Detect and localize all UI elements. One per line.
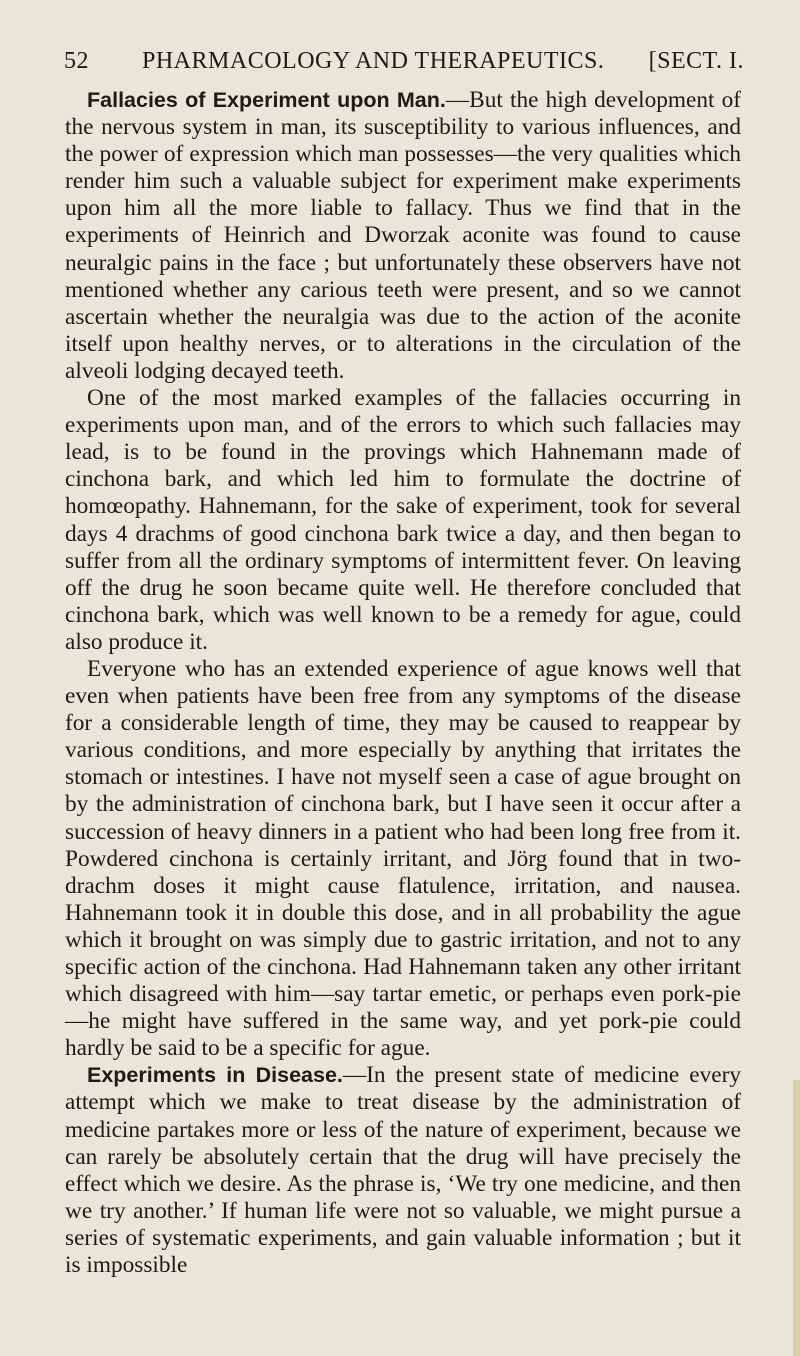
- page-edge-shadow: [793, 1080, 800, 1356]
- page-header: [64, 48, 744, 78]
- page-number: 52: [64, 48, 89, 74]
- paragraph-ague-experience: Everyone who has an extended experience of ague knows well that even when patients have been free from any symptoms of the disease for a considerable length of time, they may be caused to reappear by various conditions, and more especially by anything that irritates the stomach or intestines. I have not myself seen a case of ague brought on by the administration of cinchona bark, but I have seen it occur after a succession of heavy dinners in a patient who had been long free from it. Powdered cinchona is certainly irritant, and Jörg found that in two-drachm doses it might cause flatulence, irritation, and nausea. Hahnemann took it in double this dose, and in all probability the ague which it brought on was simply due to gastric irritation, and not to any specific action of the cinchona. Had Hahnemann taken any other irritant which disagreed with him—say tartar emetic, or perhaps even pork-pie—he might have suffered in the same way, and yet pork-pie could hardly be said to be a specific for ague.: [65, 655, 741, 1062]
- paragraph-text: —In the present state of medicine every attempt which we make to treat disease by the administration of medicine partakes more or less of the nature of experiment, because we can rarely be absolutely certain that the drug will have precisely the effect which we desire. As the phrase is, ‘We try one medicine, and then we try another.’ If human life were not so valuable, we might pursue a series of systematic experiments, and gain valuable information ; but it is impossible: [65, 1062, 741, 1279]
- running-title: PHARMACOLOGY AND THERAPEUTICS.: [142, 48, 605, 74]
- section-heading-fallacies: Fallacies of Experiment upon Man.: [87, 88, 446, 112]
- paragraph-experiments-in-disease: [65, 1062, 741, 1279]
- paragraph-hahnemann-provings: One of the most marked examples of the fallacies occurring in experiments upon man, and of the errors to which such fallacies may lead, is to be found in the provings which Hahnemann made of cinchona bark, and which led him to formulate the doctrine of homœopathy. Hahnemann, for the sake of experiment, took for several days 4 drachms of good cinchona bark twice a day, and then began to suffer from all the ordinary symptoms of intermittent fever. On leaving off the drug he soon became quite well. He therefore concluded that cinchona bark, which was well known to be a remedy for ague, could also produce it.: [65, 385, 741, 655]
- section-reference: [SECT. I.: [648, 48, 744, 74]
- paragraph-fallacies-of-experiment: [65, 87, 741, 385]
- section-heading-disease: Experiments in Disease.: [87, 1063, 343, 1088]
- paragraph-text: —But the high development of the nervous system in man, its susceptibility to various influences, and the power of expression which man possesses—the very qualities which render him such a valuable subject for experiment make experiments upon him all the more liable to fallacy. Thus we find that in the experiments of Heinrich and Dworzak aconite was found to cause neuralgic pains in the face ; but unfortunately these observers have not mentioned whether any carious teeth were present, and so we cannot ascertain whether the neuralgia was due to the action of the aconite itself upon healthy nerves, or to alterations in the circulation of the alveoli lodging decayed teeth.: [65, 87, 741, 384]
- body-text: [65, 87, 741, 1279]
